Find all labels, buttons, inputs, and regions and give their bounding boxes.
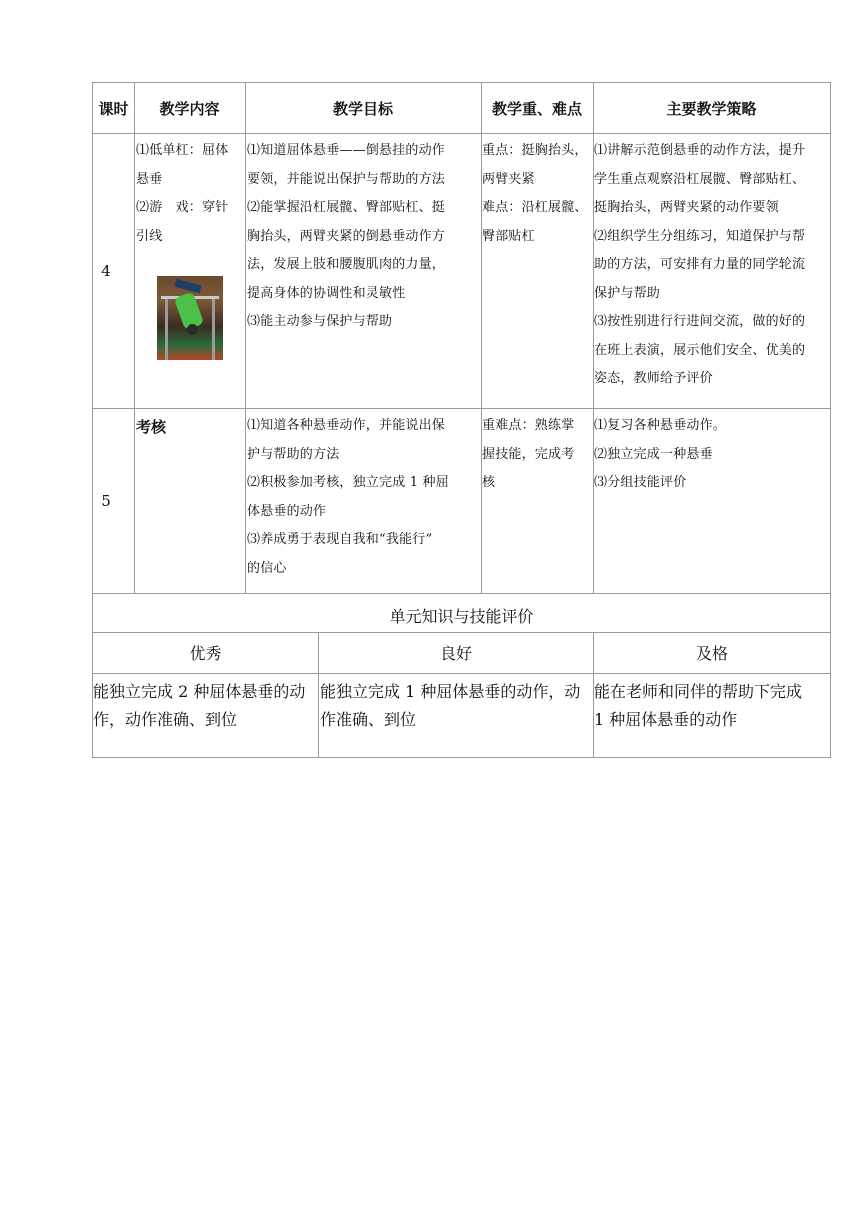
key-points-cell-4 <box>482 137 593 251</box>
strategy-line: 挺胸抬头，两臂夹紧的动作要领 <box>594 200 779 215</box>
header-key-points: 教学重、难点 <box>491 100 582 118</box>
desc-line: 能独立完成 1 种屈体悬垂的动作，动 <box>320 682 581 701</box>
hanging-exercise-photo <box>157 276 223 360</box>
desc-line: 能在老师和同伴的帮助下完成 <box>594 682 803 701</box>
strategies-cell-4 <box>594 137 830 394</box>
desc-pass <box>594 678 830 734</box>
goals-cell-5 <box>247 412 481 583</box>
key-line: 重难点：熟练掌 <box>482 418 575 433</box>
goal-line: 体悬垂的动作 <box>247 503 327 519</box>
desc-line: 能独立完成 2 种屈体悬垂的动 <box>93 682 306 701</box>
content-line: ⑴低单杠：屈体 <box>136 143 229 158</box>
goal-line: ⑵能掌握沿杠展髋、臀部贴杠、挺 <box>247 200 446 215</box>
key-line: 臀部贴杠 <box>482 228 535 244</box>
desc-line: 作准确、到位 <box>320 710 417 729</box>
desc-excellent <box>93 678 319 734</box>
content-line: 考核 <box>136 418 167 436</box>
desc-line: 1 种屈体悬垂的动作 <box>594 710 738 729</box>
period-5: 5 <box>101 492 111 510</box>
content-line: 引线 <box>136 228 163 244</box>
strategy-line: ⑴讲解示范倒悬垂的动作方法，提升 <box>594 143 806 158</box>
strategy-line: 姿态，教师给予评价 <box>594 371 713 386</box>
goal-line: ⑴知道各种悬垂动作，并能说出保 <box>247 418 446 433</box>
key-line: 难点：沿杠展髋、 <box>482 200 588 215</box>
key-line: 两臂夹紧 <box>482 171 535 187</box>
key-line: 核 <box>482 475 496 490</box>
level-pass: 及格 <box>695 644 728 663</box>
content-line: ⑵游 戏：穿针 <box>136 200 229 215</box>
strategy-line: 保护与帮助 <box>594 285 661 301</box>
desc-good <box>320 678 594 734</box>
goal-line: ⑴知道屈体悬垂——倒悬挂的动作 <box>247 143 446 158</box>
header-period: 课时 <box>98 100 129 118</box>
strategy-line: ⑵组织学生分组练习，知道保护与帮 <box>594 228 806 244</box>
strategy-line: ⑶分组技能评价 <box>594 475 687 490</box>
strategies-cell-5 <box>594 412 830 498</box>
strategy-line: ⑶按性别进行行进间交流，做的好的 <box>594 314 806 329</box>
strategy-line: 助的方法，可安排有力量的同学轮流 <box>594 257 806 272</box>
desc-line: 作，动作准确、到位 <box>93 710 238 729</box>
goal-line: 胸抬头，两臂夹紧的倒悬垂动作方 <box>247 228 446 244</box>
content-cell-5 <box>136 416 246 437</box>
header-strategies: 主要教学策略 <box>666 100 757 118</box>
goal-line: 要领，并能说出保护与帮助的方法 <box>247 171 446 187</box>
strategy-line: 学生重点观察沿杠展髋、臀部贴杠、 <box>594 171 806 187</box>
strategy-line: ⑴复习各种悬垂动作。 <box>594 418 727 433</box>
header-content: 教学内容 <box>159 100 220 118</box>
evaluation-title: 单元知识与技能评价 <box>389 607 534 626</box>
goal-line: 的信心 <box>247 560 287 576</box>
level-excellent: 优秀 <box>189 644 222 663</box>
goal-line: ⑶能主动参与保护与帮助 <box>247 314 393 329</box>
key-points-cell-5 <box>482 412 593 498</box>
goal-line: 提高身体的协调性和灵敏性 <box>247 285 406 301</box>
level-good: 良好 <box>439 644 472 663</box>
goal-line: 护与帮助的方法 <box>247 446 340 462</box>
key-line: 握技能，完成考 <box>482 446 575 462</box>
content-line: 悬垂 <box>136 171 163 187</box>
strategy-line: ⑵独立完成一种悬垂 <box>594 446 713 462</box>
header-goals: 教学目标 <box>332 100 393 118</box>
goal-line: ⑵积极参加考核，独立完成 1 种屈 <box>247 475 449 490</box>
goal-line: 法，发展上肢和腰腹肌肉的力量， <box>247 257 446 272</box>
strategy-line: 在班上表演，展示他们安全、优美的 <box>594 342 806 358</box>
goals-cell-4 <box>247 137 481 337</box>
content-cell-4 <box>136 137 246 251</box>
period-4: 4 <box>101 262 111 280</box>
goal-line: ⑶养成勇于表现自我和“我能行” <box>247 532 433 547</box>
key-line: 重点：挺胸抬头， <box>482 143 588 158</box>
